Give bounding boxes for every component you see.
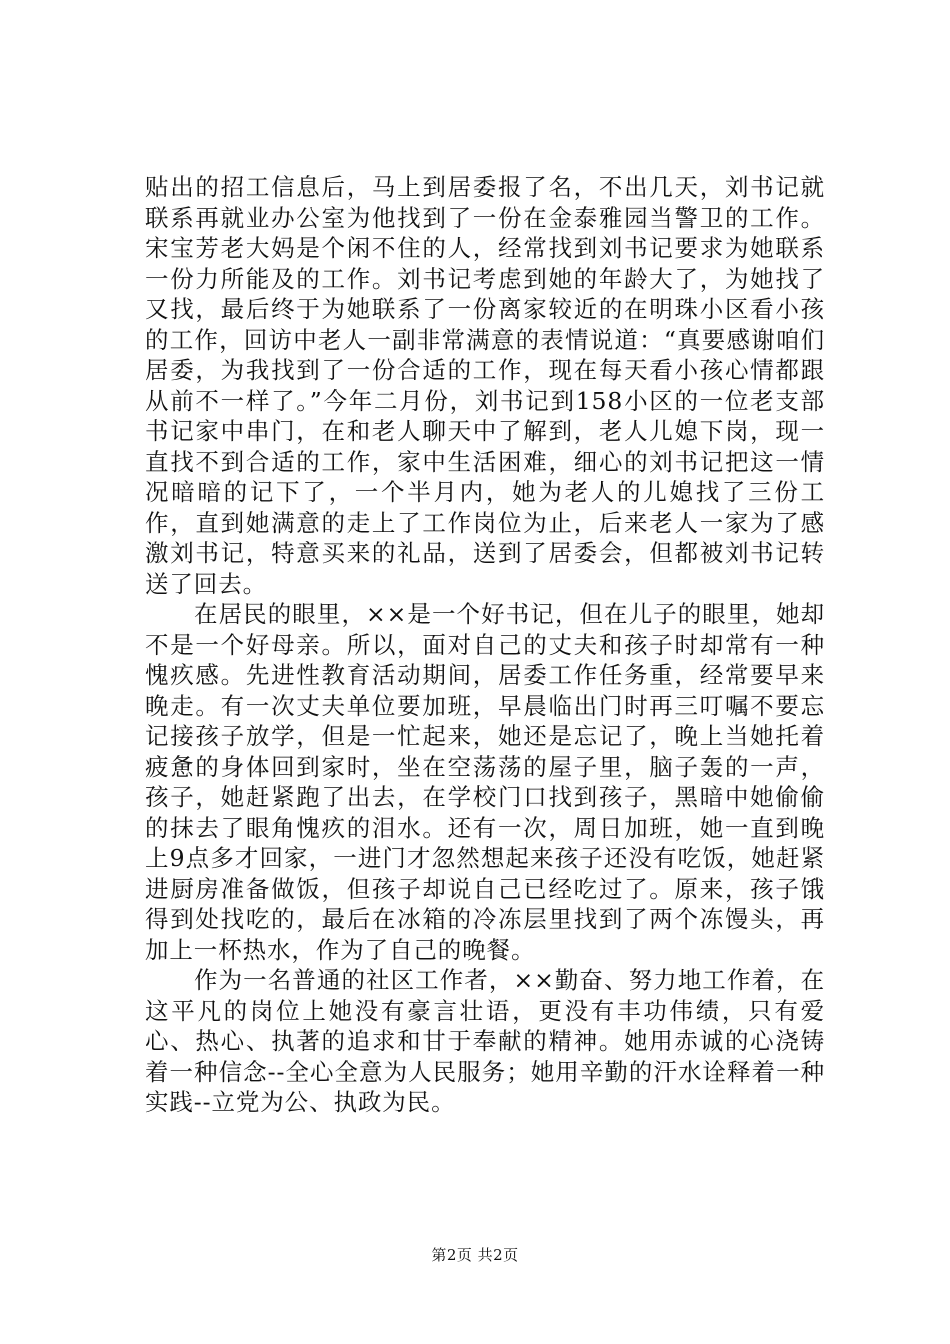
page-number-footer: 第2页 共2页: [431, 1246, 519, 1264]
document-body: [145, 172, 825, 1118]
paragraph-2: 在居民的眼里，××是一个好书记，但在儿子的眼里，她却不是一个好母亲。所以，面对自己的丈夫和孩子时却常有一种愧疚感。先进性教育活动期间，居委工作任务重，经常要早来晚走。有一次丈夫单位要加班，早晨临出门时再三叮嘱不要忘记接孩子放学，但是一忙起来，她还是忘记了，晚上当她托着疲惫的身体回到家时，坐在空荡荡的屋子里，脑子轰的一声，孩子，她赶紧跑了出去，在学校门口找到孩子，黑暗中她偷偷的抹去了眼角愧疚的泪水。还有一次，周日加班，她一直到晚上9点多才回家，一进门才忽然想起来孩子还没有吃饭，她赶紧进厨房准备做饭，但孩子却说自己已经吃过了。原来，孩子饿得到处找吃的，最后在冰箱的冷冻层里找到了两个冻馒头，再加上一杯热水，作为了自己的晚餐。: [145, 600, 825, 964]
paragraph-1: 贴出的招工信息后，马上到居委报了名，不出几天，刘书记就联系再就业办公室为他找到了一份在金泰雅园当警卫的工作。宋宝芳老大妈是个闲不住的人，经常找到刘书记要求为她联系一份力所能及的工作。刘书记考虑到她的年龄大了，为她找了又找，最后终于为她联系了一份离家较近的在明珠小区看小孩的工作，回访中老人一副非常满意的表情说道：“真要感谢咱们居委，为我找到了一份合适的工作，现在每天看小孩心情都跟从前不一样了。”今年二月份，刘书记到158小区的一位老支部书记家中串门，在和老人聊天中了解到，老人儿媳下岗，现一直找不到合适的工作，家中生活困难，细心的刘书记把这一情况暗暗的记下了，一个半月内，她为老人的儿媳找了三份工作，直到她满意的走上了工作岗位为止，后来老人一家为了感激刘书记，特意买来的礼品，送到了居委会，但都被刘书记转送了回去。: [145, 173, 825, 598]
paragraph-3: 作为一名普通的社区工作者，××勤奋、努力地工作着，在这平凡的岗位上她没有豪言壮语，更没有丰功伟绩，只有爱心、热心、执著的追求和甘于奉献的精神。她用赤诚的心浇铸着一种信念--全心全意为人民服务；她用辛勤的汗水诠释着一种实践--立党为公、执政为民。: [145, 966, 825, 1116]
